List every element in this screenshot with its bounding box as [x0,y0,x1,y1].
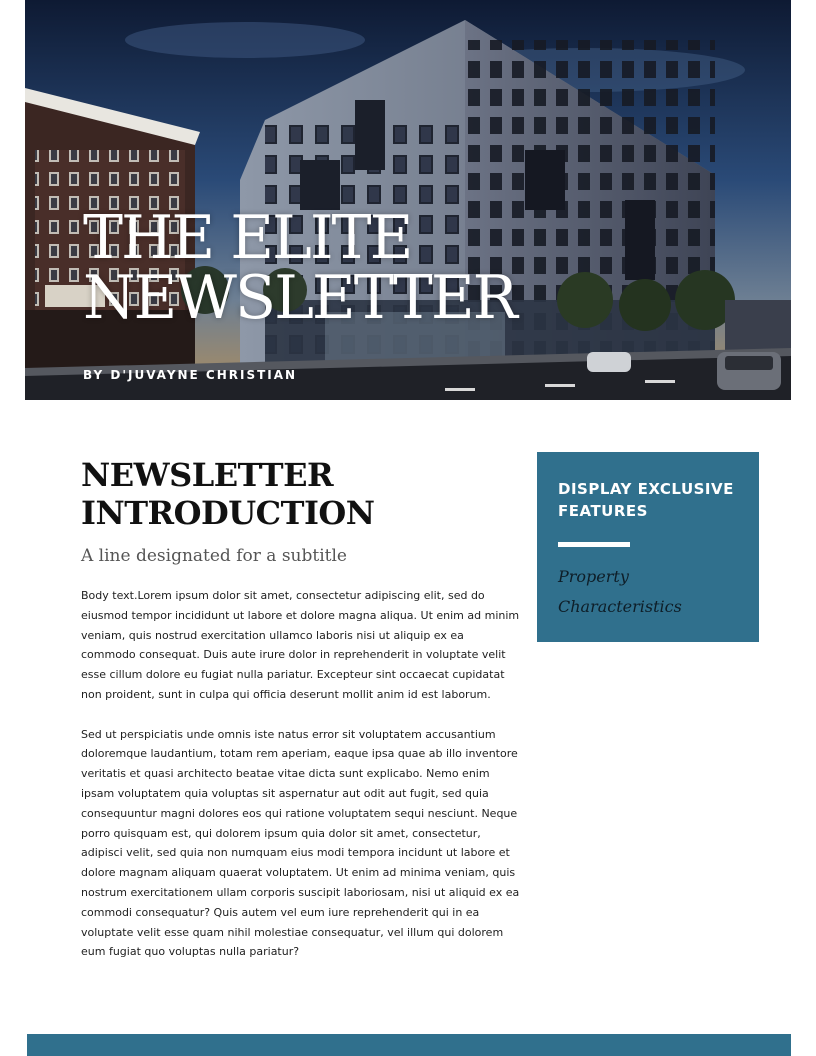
body-paragraph-1: Body text.Lorem ipsum dolor sit amet, consectetur adipiscing elit, sed do eiusmod tempor incididunt ut labore et dolore magna aliqua. Ut enim ad minim veniam, quis nostrud exercitation ullamco laboris nisi ut aliquip ex ea commodo consequat. Duis aute irure dolor in reprehenderit in voluptate velit esse cillum dolore eu fugiat nulla pariatur. Excepteur sint occaecat cupidatat non proident, sunt in culpa qui officia deserunt mollit anim id est laborum. [81,589,520,701]
section-heading [81,456,501,532]
footer-bar [27,1034,791,1056]
author-byline: BY D'JUVAYNE CHRISTIAN [83,368,298,382]
sidebar-text-line1: Property [558,567,629,586]
section-heading-line1: NEWSLETTER [81,456,334,494]
body-paragraph-2: Sed ut perspiciatis unde omnis iste natus error sit voluptatem accusantium doloremque laudantium, totam rem aperiam, eaque ipsa quae ab illo inventore veritatis et quasi architecto beatae vitae dicta sunt explicabo. Nemo enim ipsam voluptatem quia voluptas sit aspernatur aut odit aut fugit, sed quia consequuntur magni dolores eos qui ratione voluptatem sequi nesciunt. Neque porro quisquam est, qui dolorem ipsum quia dolor sit amet, consectetur, adipisci velit, sed quia non numquam eius modi tempora incidunt ut labore et dolore magnam aliquam quaerat voluptatem. Ut enim ad minima veniam, quis nostrum exercitationem ullam corporis suscipit laboriosam, nisi ut aliquid ex ea commodi consequatur? Quis autem vel eum iure reprehenderit qui in ea voluptate velit esse quam nihil molestiae consequatur, vel illum qui dolorem eum fugiat quo voluptas nulla pariatur? [81,727,520,959]
section-subtitle: A line designated for a subtitle [81,546,347,566]
feature-sidebar [537,452,759,642]
sidebar-heading-line1: DISPLAY EXCLUSIVE [558,480,734,498]
section-heading-line2: INTRODUCTION [81,494,375,532]
sidebar-text [558,562,748,622]
sidebar-text-line2: Characteristics [558,597,682,616]
newsletter-title-line1: THE ELITE [83,203,412,273]
sidebar-heading [558,478,748,522]
body-text [81,586,521,982]
newsletter-title-line2: NEWSLETTER [83,263,516,333]
hero-banner [25,0,791,400]
building-street-photo [25,0,791,400]
sidebar-divider [558,542,630,547]
sidebar-heading-line2: FEATURES [558,502,648,520]
newsletter-title [83,203,603,333]
